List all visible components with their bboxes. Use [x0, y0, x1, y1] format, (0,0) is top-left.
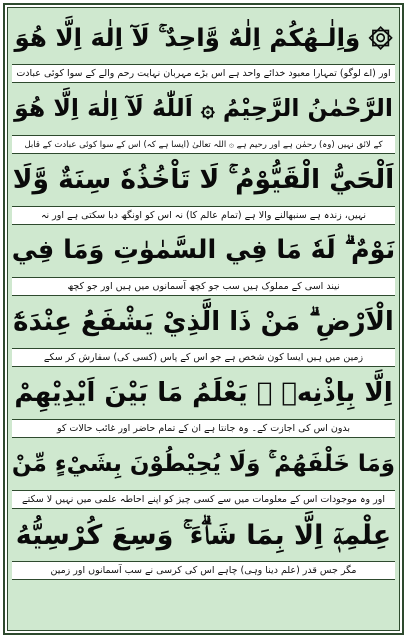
arabic-line-4: نَوْمٌ ۗ لَهٗ مَا فِي السَّمٰوٰتِ وَمَا فِي	[12, 235, 395, 266]
urdu-translation-line-8: مگر جس قدر (علم دینا وہی) چاہے اس کی کرسی نے سب آسمانوں اور زمین	[12, 561, 395, 580]
arabic-line-5: الْاَرْضِ ۗ مَنْ ذَا الَّذِيْ يَشْفَعُ عِنْدَهٗٓ	[13, 307, 394, 337]
arabic-line-3: اَلْحَيُّ الْقَيُّوْمُ ۚ لَا تَاْخُذُهٗ سِنَةٌ وَّلَا	[12, 163, 395, 195]
urdu-translation-line-7: اور وہ موجودات اس کے معلومات میں سے کسی چیز کو اپنے احاطہ علمی میں نہیں لا سکتے	[12, 490, 395, 509]
urdu-translation-line-2: کے لائق نہیں (وہ) رحمٰن ہے اور رحیم ہے ۞ اللہ تعالیٰ (ایسا ہے کہ) اس کے سوا کوئی عبادت کے قابل	[12, 135, 395, 154]
arabic-line-7: وَمَا خَلْفَهُمْ ۚ وَلَا يُحِيْطُوْنَ بِشَيْءٍ مِّنْ	[12, 450, 395, 477]
verse-content	[12, 12, 395, 626]
arabic-line-2: الرَّحْمٰنُ الرَّحِيْمُ ۞ اَللّٰهُ لَآ اِلٰهَ اِلَّا هُوَ	[14, 94, 393, 123]
urdu-translation-line-4: نیند اسی کے مملوک ہیں سب جو کچھ آسمانوں میں ہیں اور جو کچھ	[12, 277, 395, 296]
arabic-line-1: ۞ وَاِلٰـهُكُمْ اِلٰهٌ وَّاحِدٌ ۚ لَآ اِلٰهَ اِلَّا هُوَ	[14, 22, 393, 52]
urdu-translation-line-5: زمین میں ہیں ایسا کون شخص ہے جو اس کے پاس (کسی کی) سفارش کر سکے	[12, 348, 395, 367]
arabic-line-6: اِلَّا بِاِذْنِهٖ ۗ يَعْلَمُ مَا بَيْنَ اَيْدِيْهِمْ	[14, 378, 393, 408]
urdu-translation-line-1: اور (اے لوگو) تمہارا معبود خدائے واحد ہے اس بڑے مہربان نہایت رحم والے کے سوا کوئی عبادت	[12, 64, 395, 83]
page-frame	[3, 3, 404, 635]
urdu-translation-line-6: بدون اس کی اجازت کے۔ وہ جانتا ہے ان کے تمام حاضر اور غائب حالات کو	[12, 419, 395, 438]
arabic-line-8: عِلْمِهٖٓ اِلَّا بِمَا شَاۗءَ ۚ وَسِعَ كُرْسِيُّهُ	[15, 519, 392, 551]
urdu-translation-line-3: نہیں، زندہ ہے سنبھالنے والا ہے (تمام عالم کا) نہ اس کو اونگھ دبا سکتی ہے اور نہ	[12, 206, 395, 225]
